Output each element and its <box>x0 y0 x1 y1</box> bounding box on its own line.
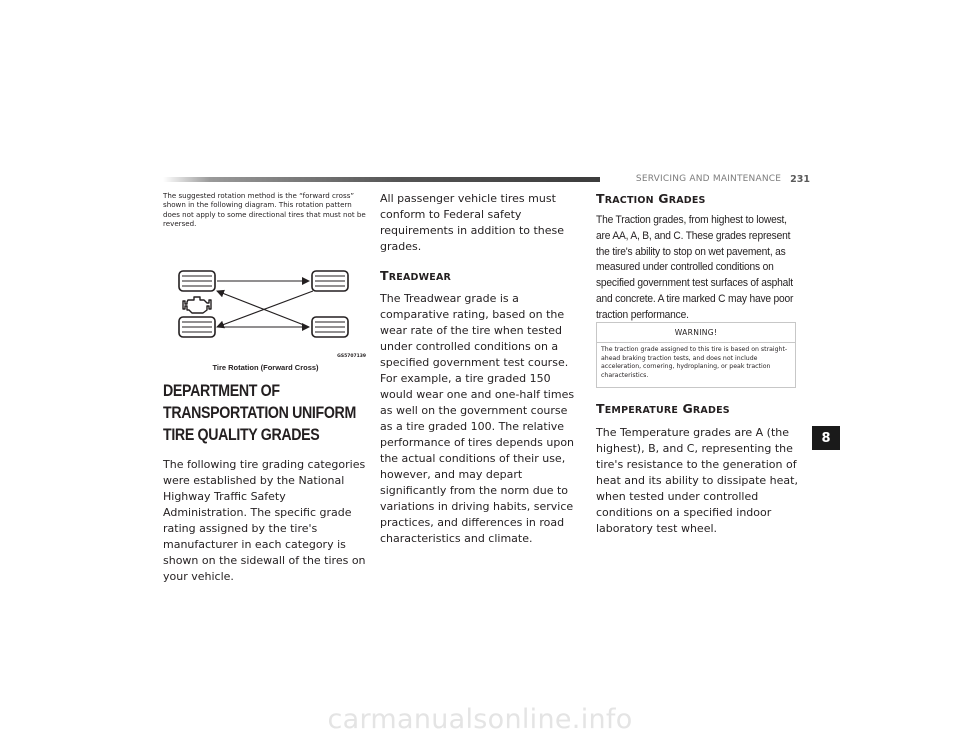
tire-front-right-icon <box>312 271 348 291</box>
temperature-heading-cap2: G <box>682 401 693 416</box>
watermark: carmanualsonline.info <box>327 704 633 735</box>
traction-heading <box>596 191 798 206</box>
tire-rear-right-icon <box>312 317 348 337</box>
dot-section <box>163 380 368 585</box>
chapter-tab: 8 <box>812 426 840 450</box>
figure-code: GS5707139 <box>337 354 366 359</box>
page-number: 231 <box>790 173 810 185</box>
column-1 <box>163 191 366 229</box>
traction-heading-cap2: G <box>658 191 669 206</box>
temperature-heading <box>596 401 798 416</box>
section-heading: DEPARTMENT OF TRANSPORTATION UNIFORM TIRE QUALITY GRADES <box>163 382 356 444</box>
running-header <box>600 170 810 188</box>
column-2 <box>380 191 580 547</box>
traction-body: The Traction grades, from highest to lowest, are AA, A, B, and C. These grades represent the tire's ability to stop on wet pavement, as measured under controlled conditions on specified government test surfaces of asphalt and concrete. A tire marked C may have poor traction performance. <box>596 214 794 321</box>
temperature-heading-rest2: RADES <box>692 405 730 416</box>
traction-heading-rest1: RACTION <box>604 195 654 206</box>
column-3 <box>596 191 798 324</box>
section-name: SERVICING AND MAINTENANCE <box>635 174 782 184</box>
treadwear-heading-cap: T <box>380 268 389 283</box>
warning-body: The traction grade assigned to this tire is based on straight-ahead braking traction tests, and does not include acceleration, cornering, hydroplaning, or peak traction characteristics. <box>601 346 788 380</box>
engine-icon <box>183 297 211 313</box>
figure-caption: Tire Rotation (Forward Cross) <box>212 363 319 372</box>
tire-front-left-icon <box>179 271 215 291</box>
warning-title: WARNING! <box>597 323 795 343</box>
warning-box <box>596 322 796 388</box>
dot-body: The following tire grading categories were established by the National Highway Traffic Safety Administration. The specific grade rating assigned by the tire's manufacturer in each category is shown on the sidewall of the tires on your vehicle. <box>163 458 366 583</box>
treadwear-heading-rest: READWEAR <box>388 272 452 283</box>
temperature-heading-rest1: EMPERATURE <box>604 405 679 416</box>
treadwear-body: The Treadwear grade is a comparative rating, based on the wear rate of the tire when tested under controlled conditions on a specified government test course. For example, a tire graded 150 would wear one and one-half times as well on the government course as a tire graded 100. The relative performance of tires depends upon the actual conditions of their use, however, and may depart significantly from the norm due to variations in driving habits, service practices, and differences in road characteristics and climate. <box>380 292 575 545</box>
temperature-heading-cap1: T <box>596 401 605 416</box>
temperature-section <box>596 401 798 537</box>
temperature-body: The Temperature grades are A (the highest), B, and C, representing the tire's resistance to the generation of heat and its ability to dissipate heat, when tested under controlled conditions on a specified indoor laboratory test wheel. <box>596 426 798 535</box>
tire-rotation-figure <box>163 262 368 377</box>
tire-rear-left-icon <box>179 317 215 337</box>
traction-heading-rest2: RADES <box>668 195 706 206</box>
federal-requirements-text: All passenger vehicle tires must conform to Federal safety requirements in addition to these grades. <box>380 192 565 253</box>
traction-heading-cap1: T <box>596 191 605 206</box>
treadwear-heading <box>380 268 580 283</box>
rotation-intro: The suggested rotation method is the “forward cross” shown in the following diagram. This rotation pattern does not apply to some directional tires that must not be reversed. <box>163 191 366 229</box>
tire-rotation-diagram <box>163 262 368 362</box>
